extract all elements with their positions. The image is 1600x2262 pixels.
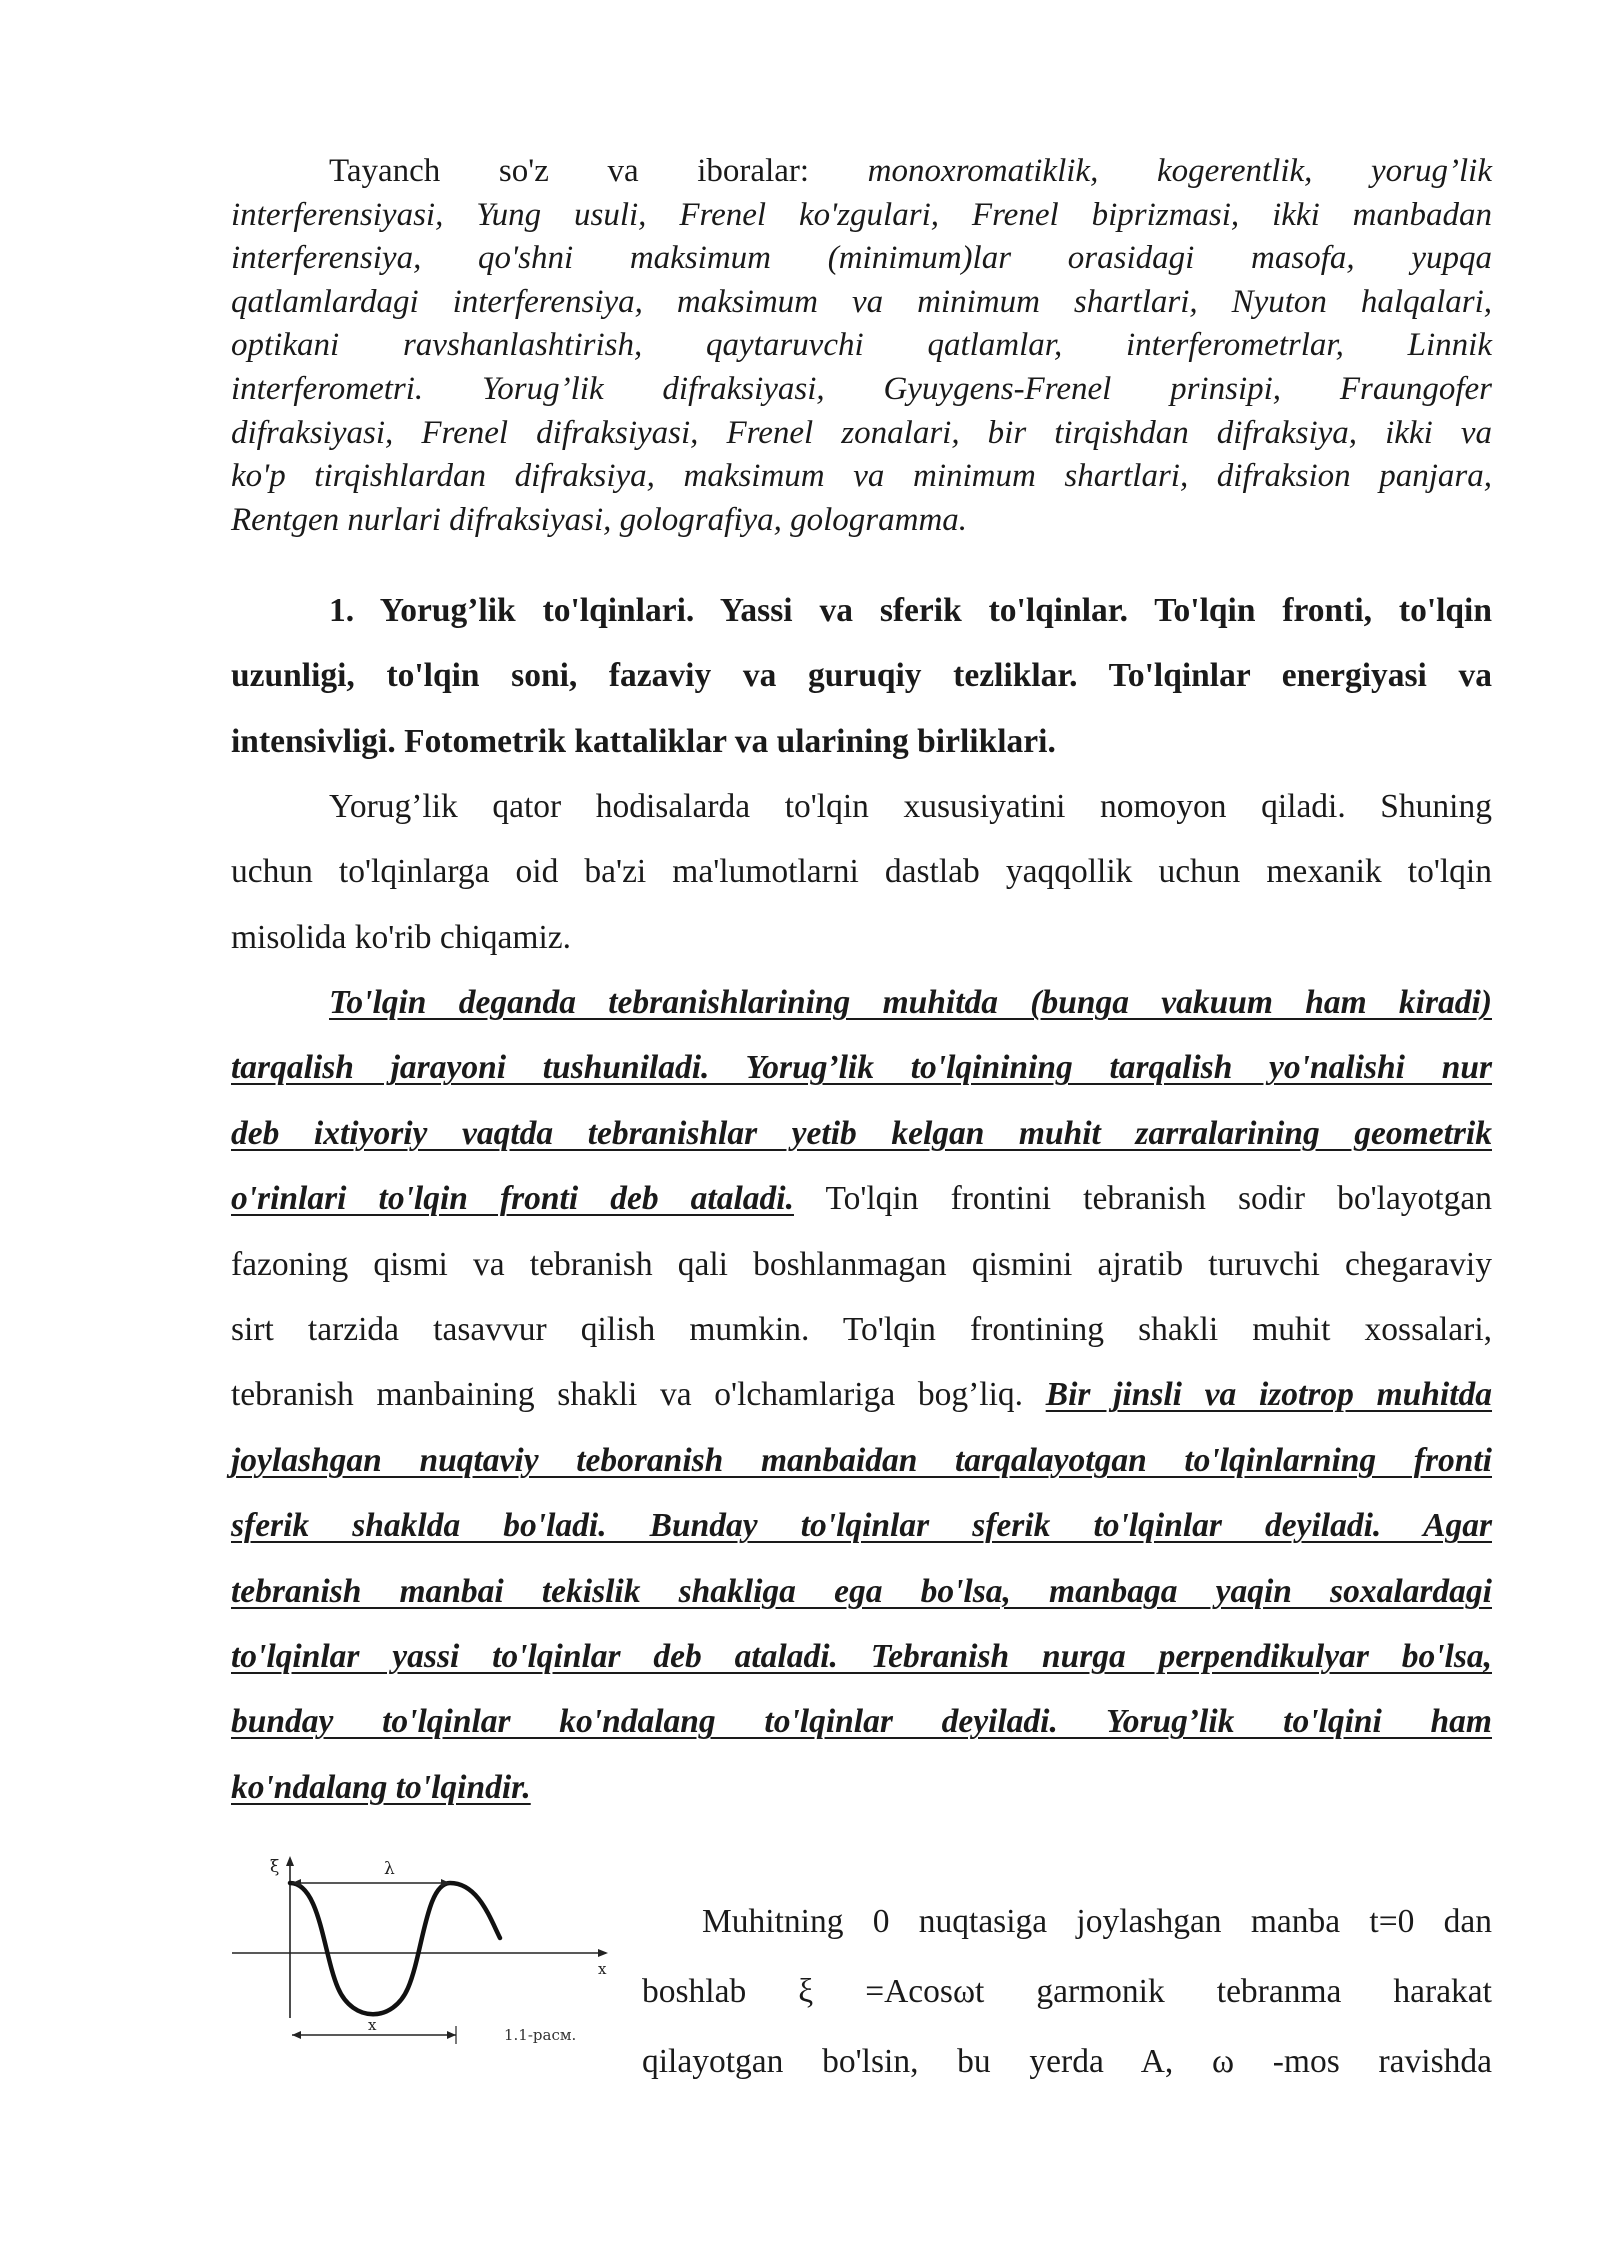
body-text: Muhitning 0 nuqtasiga joylashgan manba t=0 dan (702, 1903, 1492, 1940)
text-line (231, 1297, 1492, 1362)
text-line (231, 368, 1492, 412)
text-line (231, 412, 1492, 456)
text-line (231, 905, 1492, 970)
keywords-lead: Tayanch so'z va iboralar: (329, 153, 868, 189)
keywords-paragraph (231, 150, 1492, 542)
wave-diagram (228, 1848, 608, 2053)
text-line (231, 709, 1492, 774)
underlined-definition: to'lqinlar yassi to'lqinlar deb ataladi. Tebranish nurga perpendikulyar bo'lsa, (231, 1638, 1492, 1676)
body-text: sirt tarzida tasavvur qilish mumkin. To'lqin frontining shakli muhit xossalari, (231, 1311, 1492, 1349)
keywords-terms: interferensiya, qo'shni maksimum (minimum)lar orasidagi masofa, yupqa (231, 240, 1492, 277)
underlined-definition: tebranish manbai tekislik shakliga ega bo'lsa, manbaga yaqin soxalardagi (231, 1572, 1492, 1610)
text-line (231, 281, 1492, 325)
keywords-terms: optikani ravshanlashtirish, qaytaruvchi qatlamlar, interferometrlar, Linnik (231, 327, 1492, 364)
body-text: boshlab ξ =Acosωt garmonik tebranma harakat (642, 1973, 1492, 2010)
text-line (231, 499, 1492, 543)
underlined-definition: bunday to'lqinlar ko'ndalang to'lqinlar deyiladi. Yorug’lik to'lqini ham (231, 1703, 1492, 1741)
text-line (231, 237, 1492, 281)
definition-paragraph (231, 970, 1492, 1820)
intro-paragraph (231, 774, 1492, 970)
text-line (231, 643, 1492, 708)
keywords-terms: ko'p tirqishlardan difraksiya, maksimum va minimum shartlari, difraksion panjara, (231, 458, 1492, 495)
text-line (231, 455, 1492, 499)
text-line (231, 1755, 1492, 1820)
text-line (642, 2027, 1492, 2097)
x-axis-label: x (598, 1960, 607, 1978)
figure-caption: 1.1-рacм. (504, 2026, 577, 2044)
underlined-definition: deb ixtiyoriy vaqtda tebranishlar yetib kelgan muhit zarralarining geometrik (231, 1114, 1492, 1152)
text-line (231, 839, 1492, 904)
body-text: Yorug’lik qator hodisalarda to'lqin xususiyatini nomoyon qiladi. Shuning (329, 788, 1492, 825)
text-line (231, 578, 1492, 643)
text-line (231, 1035, 1492, 1100)
underlined-definition: o'rinlari to'lqin fronti deb ataladi. (231, 1180, 794, 1218)
keywords-terms: qatlamlardagi interferensiya, maksimum va minimum shartlari, Nyuton halqalari, (231, 283, 1492, 320)
text-line (231, 1428, 1492, 1493)
heading-text: 1. Yorug’lik to'lqinlari. Yassi va sferik to'lqinlar. To'lqin fronti, to'lqin (329, 592, 1492, 629)
text-line (642, 1887, 1492, 1957)
underlined-definition: sferik shaklda bo'ladi. Bunday to'lqinlar sferik to'lqinlar deyiladi. Agar (231, 1507, 1492, 1545)
section-heading (231, 578, 1492, 774)
keywords-terms: difraksiyasi, Frenel difraksiyasi, Frenel zonalari, bir tirqishdan difraksiya, ikki va (231, 414, 1492, 451)
body-text: qilayotgan bo'lsin, bu yerda A, ω -mos ravishda (642, 2043, 1492, 2080)
text-line (231, 150, 1492, 194)
text-line (231, 1362, 1492, 1427)
body-text: tebranish manbaining shakli va o'lchamlariga bog’liq. (231, 1376, 1046, 1414)
underlined-definition: Bir jinsli va izotrop muhitda (1045, 1376, 1493, 1414)
body-text: fazoning qismi va tebranish qali boshlanmagan qismini ajratib turuvchi chegaraviy (231, 1245, 1492, 1283)
text-line (231, 1101, 1492, 1166)
text-line (231, 1232, 1492, 1297)
underlined-definition: tarqalish jarayoni tushuniladi. Yorug’lik to'lqinining tarqalish yo'nalishi nur (231, 1049, 1492, 1087)
text-line (231, 324, 1492, 368)
text-line (231, 1166, 1492, 1231)
body-text: misolida ko'rib chiqamiz. (231, 918, 572, 956)
wave-figure (228, 1848, 608, 2053)
text-line (231, 1493, 1492, 1558)
underlined-definition: joylashgan nuqtaviy teboranish manbaidan tarqalayotgan to'lqinlarning fronti (231, 1441, 1492, 1479)
heading-text: uzunligi, to'lqin soni, fazaviy va guruqiy tezliklar. To'lqinlar energiyasi va (231, 657, 1492, 695)
body-text: uchun to'lqinlarga oid ba'zi ma'lumotlarni dastlab yaqqollik uchun mexanik to'lqin (231, 853, 1492, 891)
text-line (642, 1957, 1492, 2027)
text-line (231, 1689, 1492, 1754)
oscillation-paragraph (642, 1887, 1492, 2097)
underlined-definition: ko'ndalang to'lqindir. (231, 1768, 531, 1806)
text-line (231, 970, 1492, 1035)
body-text: To'lqin frontini tebranish sodir bo'layotgan (793, 1180, 1492, 1218)
text-line (231, 194, 1492, 238)
text-line (231, 1624, 1492, 1689)
x-dimension-label: x (368, 2016, 377, 2034)
keywords-terms: interferensiyasi, Yung usuli, Frenel ko'zgulari, Frenel biprizmasi, ikki manbadan (231, 196, 1492, 233)
keywords-terms: Rentgen nurlari difraksiyasi, golografiya, gologramma. (231, 501, 968, 538)
keywords-terms: monoxromatiklik, kogerentlik, yorug’lik (867, 153, 1492, 189)
y-axis-label: ξ (270, 1857, 280, 1877)
heading-text: intensivligi. Fotometrik kattaliklar va ularining birliklari. (231, 722, 1056, 760)
underlined-definition: To'lqin deganda tebranishlarining muhitda (bunga vakuum ham kiradi) (329, 984, 1492, 1021)
keywords-terms: interferometri. Yorug’lik difraksiyasi, Gyuygens-Frenel prinsipi, Fraungofer (231, 370, 1492, 407)
text-line (231, 774, 1492, 839)
text-line (231, 1559, 1492, 1624)
lambda-label: λ (384, 1859, 395, 1879)
